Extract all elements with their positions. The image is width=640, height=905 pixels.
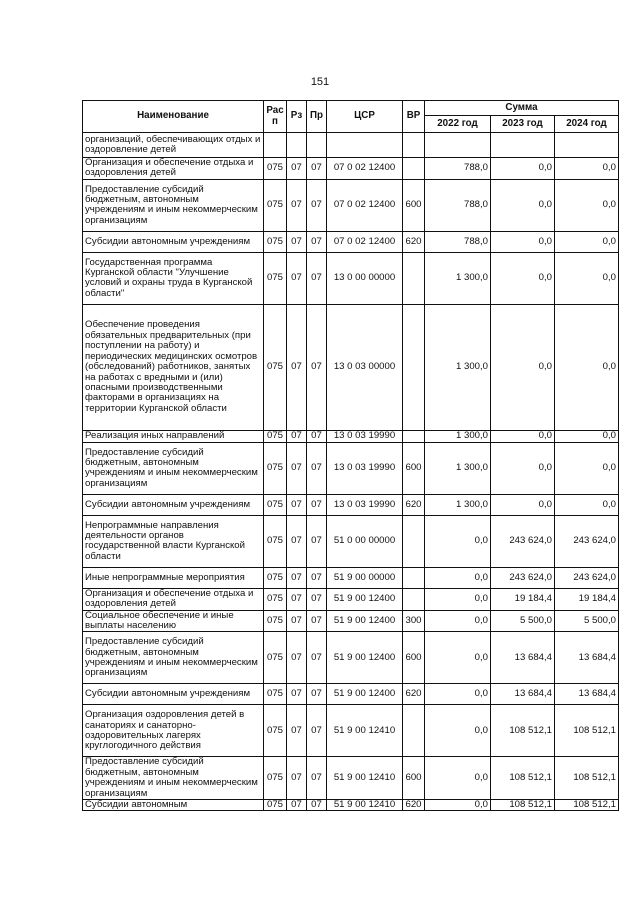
row-vr xyxy=(403,133,425,158)
row-ras: 075 xyxy=(264,304,287,430)
row-sum-2024: 0,0 xyxy=(555,252,619,304)
row-sum-2024: 13 684,4 xyxy=(555,684,619,705)
row-sum-2022 xyxy=(425,133,491,158)
row-name: Социальное обеспечение и иные выплаты населению xyxy=(83,610,264,632)
table-row xyxy=(83,567,619,588)
row-sum-2022: 0,0 xyxy=(425,588,491,610)
row-name: Обеспечение проведения обязательных предварительных (при поступлении на работу) и периодических медицинских осмотров (обследований) работников, занятых на работах с вредными и (или) опасными производственными факторами в организациях на территории Курганской области xyxy=(83,304,264,430)
row-sum-2022: 0,0 xyxy=(425,610,491,632)
row-rz: 07 xyxy=(287,610,307,632)
row-sum-2024: 0,0 xyxy=(555,442,619,494)
table-row xyxy=(83,610,619,632)
row-sum-2023: 13 684,4 xyxy=(491,632,555,684)
row-csr: 51 9 00 00000 xyxy=(327,567,403,588)
row-vr xyxy=(403,304,425,430)
row-sum-2023: 243 624,0 xyxy=(491,515,555,567)
row-ras: 075 xyxy=(264,800,287,811)
row-csr: 51 9 00 12410 xyxy=(327,800,403,811)
row-ras: 075 xyxy=(264,705,287,757)
row-sum-2022: 0,0 xyxy=(425,800,491,811)
row-sum-2023 xyxy=(491,133,555,158)
row-pr: 07 xyxy=(307,610,327,632)
row-sum-2023: 0,0 xyxy=(491,158,555,180)
table-row xyxy=(83,179,619,231)
row-ras: 075 xyxy=(264,588,287,610)
table-row xyxy=(83,515,619,567)
row-name: Непрограммные направления деятельности органов государственной власти Курганской области xyxy=(83,515,264,567)
row-ras: 075 xyxy=(264,231,287,252)
row-pr: 07 xyxy=(307,515,327,567)
row-sum-2024: 0,0 xyxy=(555,179,619,231)
row-sum-2024: 108 512,1 xyxy=(555,757,619,800)
row-name: Предоставление субсидий бюджетным, автономным учреждениям и иным некоммерческим организациям xyxy=(83,179,264,231)
row-ras: 075 xyxy=(264,567,287,588)
row-ras: 075 xyxy=(264,684,287,705)
row-sum-2022: 0,0 xyxy=(425,632,491,684)
page-number: 151 xyxy=(310,76,330,88)
row-csr: 13 0 03 19990 xyxy=(327,430,403,442)
row-name: Организация и обеспечение отдыха и оздоровления детей xyxy=(83,588,264,610)
row-csr: 13 0 03 00000 xyxy=(327,304,403,430)
row-csr: 07 0 02 12400 xyxy=(327,179,403,231)
row-csr: 51 9 00 12400 xyxy=(327,610,403,632)
row-sum-2023: 19 184,4 xyxy=(491,588,555,610)
row-sum-2022: 1 300,0 xyxy=(425,430,491,442)
row-ras: 075 xyxy=(264,515,287,567)
row-sum-2024: 0,0 xyxy=(555,430,619,442)
row-sum-2023: 0,0 xyxy=(491,252,555,304)
table-row xyxy=(83,442,619,494)
row-name: Предоставление субсидий бюджетным, автономным учреждениям и иным некоммерческим организациям xyxy=(83,442,264,494)
row-sum-2022: 788,0 xyxy=(425,231,491,252)
row-vr xyxy=(403,158,425,180)
row-rz: 07 xyxy=(287,567,307,588)
row-csr: 07 0 02 12400 xyxy=(327,231,403,252)
header-year-2022: 2022 год xyxy=(425,116,491,133)
row-sum-2024: 5 500,0 xyxy=(555,610,619,632)
row-name: Организация оздоровления детей в санаториях и санаторно-оздоровительных лагерях круглогодичного действия xyxy=(83,705,264,757)
row-sum-2023: 13 684,4 xyxy=(491,684,555,705)
row-sum-2023: 0,0 xyxy=(491,430,555,442)
header-vr: ВР xyxy=(403,101,425,133)
row-vr: 600 xyxy=(403,757,425,800)
row-sum-2022: 1 300,0 xyxy=(425,304,491,430)
row-sum-2022: 1 300,0 xyxy=(425,252,491,304)
row-sum-2023: 0,0 xyxy=(491,231,555,252)
row-sum-2022: 0,0 xyxy=(425,757,491,800)
row-vr: 600 xyxy=(403,632,425,684)
row-vr xyxy=(403,515,425,567)
row-name: Предоставление субсидий бюджетным, автономным учреждениям и иным некоммерческим организациям xyxy=(83,757,264,800)
row-pr xyxy=(307,133,327,158)
row-pr: 07 xyxy=(307,252,327,304)
row-sum-2023: 0,0 xyxy=(491,304,555,430)
row-ras: 075 xyxy=(264,632,287,684)
row-pr: 07 xyxy=(307,567,327,588)
row-rz: 07 xyxy=(287,304,307,430)
row-ras: 075 xyxy=(264,610,287,632)
header-ras: Рас п xyxy=(264,101,287,133)
table-row xyxy=(83,304,619,430)
row-sum-2023: 0,0 xyxy=(491,442,555,494)
table-body xyxy=(83,133,619,811)
row-name: Организация и обеспечение отдыха и оздоровления детей xyxy=(83,158,264,180)
header-year-2024: 2024 год xyxy=(555,116,619,133)
row-sum-2022: 0,0 xyxy=(425,567,491,588)
row-sum-2022: 0,0 xyxy=(425,515,491,567)
row-vr: 620 xyxy=(403,231,425,252)
row-csr xyxy=(327,133,403,158)
row-vr xyxy=(403,430,425,442)
row-ras: 075 xyxy=(264,179,287,231)
row-vr: 620 xyxy=(403,494,425,515)
row-name: Субсидии автономным учреждениям xyxy=(83,494,264,515)
table-row xyxy=(83,800,619,811)
row-vr xyxy=(403,705,425,757)
row-sum-2023: 5 500,0 xyxy=(491,610,555,632)
row-sum-2022: 788,0 xyxy=(425,179,491,231)
row-rz: 07 xyxy=(287,179,307,231)
table-row xyxy=(83,430,619,442)
row-ras: 075 xyxy=(264,430,287,442)
row-rz: 07 xyxy=(287,442,307,494)
table-row xyxy=(83,757,619,800)
table-header xyxy=(83,101,619,133)
table-row xyxy=(83,632,619,684)
row-sum-2024: 13 684,4 xyxy=(555,632,619,684)
row-rz: 07 xyxy=(287,430,307,442)
row-pr: 07 xyxy=(307,684,327,705)
row-name: организаций, обеспечивающих отдых и оздоровление детей xyxy=(83,133,264,158)
row-name: Реализация иных направлений xyxy=(83,430,264,442)
header-sum: Сумма xyxy=(425,101,619,116)
row-vr: 620 xyxy=(403,800,425,811)
row-csr: 51 9 00 12400 xyxy=(327,588,403,610)
row-csr: 07 0 02 12400 xyxy=(327,158,403,180)
row-csr: 13 0 03 19990 xyxy=(327,442,403,494)
row-sum-2024: 0,0 xyxy=(555,231,619,252)
row-sum-2023: 108 512,1 xyxy=(491,800,555,811)
row-pr: 07 xyxy=(307,800,327,811)
table-row xyxy=(83,684,619,705)
row-ras: 075 xyxy=(264,494,287,515)
row-pr: 07 xyxy=(307,757,327,800)
row-name: Государственная программа Курганской области "Улучшение условий и охраны труда в Курганской области" xyxy=(83,252,264,304)
row-csr: 13 0 03 19990 xyxy=(327,494,403,515)
row-sum-2024: 108 512,1 xyxy=(555,705,619,757)
table-row xyxy=(83,158,619,180)
row-rz: 07 xyxy=(287,515,307,567)
row-sum-2022: 0,0 xyxy=(425,705,491,757)
table-row xyxy=(83,133,619,158)
row-csr: 51 0 00 00000 xyxy=(327,515,403,567)
row-vr xyxy=(403,252,425,304)
row-sum-2024 xyxy=(555,133,619,158)
row-sum-2024: 0,0 xyxy=(555,304,619,430)
header-csr: ЦСР xyxy=(327,101,403,133)
budget-table xyxy=(82,100,619,811)
row-ras: 075 xyxy=(264,757,287,800)
row-rz: 07 xyxy=(287,684,307,705)
table-row xyxy=(83,588,619,610)
header-name: Наименование xyxy=(83,101,264,133)
row-sum-2024: 0,0 xyxy=(555,494,619,515)
row-rz: 07 xyxy=(287,705,307,757)
row-sum-2023: 108 512,1 xyxy=(491,705,555,757)
row-sum-2022: 0,0 xyxy=(425,684,491,705)
row-pr: 07 xyxy=(307,179,327,231)
row-name: Субсидии автономным xyxy=(83,800,264,811)
row-sum-2022: 788,0 xyxy=(425,158,491,180)
row-vr: 300 xyxy=(403,610,425,632)
row-vr xyxy=(403,567,425,588)
row-pr: 07 xyxy=(307,304,327,430)
row-sum-2022: 1 300,0 xyxy=(425,494,491,515)
row-csr: 51 9 00 12400 xyxy=(327,632,403,684)
header-year-2023: 2023 год xyxy=(491,116,555,133)
row-sum-2023: 108 512,1 xyxy=(491,757,555,800)
table-row xyxy=(83,231,619,252)
row-rz: 07 xyxy=(287,632,307,684)
row-rz: 07 xyxy=(287,588,307,610)
row-ras: 075 xyxy=(264,252,287,304)
table-row xyxy=(83,252,619,304)
row-sum-2024: 243 624,0 xyxy=(555,567,619,588)
row-name: Иные непрограммные мероприятия xyxy=(83,567,264,588)
row-csr: 13 0 00 00000 xyxy=(327,252,403,304)
row-pr: 07 xyxy=(307,442,327,494)
row-sum-2023: 0,0 xyxy=(491,179,555,231)
row-sum-2024: 19 184,4 xyxy=(555,588,619,610)
row-pr: 07 xyxy=(307,705,327,757)
row-pr: 07 xyxy=(307,632,327,684)
row-name: Предоставление субсидий бюджетным, автономным учреждениям и иным некоммерческим организациям xyxy=(83,632,264,684)
row-rz: 07 xyxy=(287,757,307,800)
table-row xyxy=(83,705,619,757)
row-sum-2024: 108 512,1 xyxy=(555,800,619,811)
table-row xyxy=(83,494,619,515)
header-rz: Рз xyxy=(287,101,307,133)
row-rz xyxy=(287,133,307,158)
row-ras: 075 xyxy=(264,158,287,180)
row-sum-2024: 0,0 xyxy=(555,158,619,180)
row-name: Субсидии автономным учреждениям xyxy=(83,231,264,252)
row-pr: 07 xyxy=(307,231,327,252)
row-sum-2023: 243 624,0 xyxy=(491,567,555,588)
row-sum-2024: 243 624,0 xyxy=(555,515,619,567)
row-sum-2022: 1 300,0 xyxy=(425,442,491,494)
row-vr xyxy=(403,588,425,610)
row-rz: 07 xyxy=(287,494,307,515)
row-name: Субсидии автономным учреждениям xyxy=(83,684,264,705)
row-pr: 07 xyxy=(307,588,327,610)
row-vr: 620 xyxy=(403,684,425,705)
row-pr: 07 xyxy=(307,430,327,442)
row-rz: 07 xyxy=(287,231,307,252)
row-sum-2023: 0,0 xyxy=(491,494,555,515)
row-csr: 51 9 00 12410 xyxy=(327,757,403,800)
row-csr: 51 9 00 12400 xyxy=(327,684,403,705)
row-pr: 07 xyxy=(307,158,327,180)
row-rz: 07 xyxy=(287,800,307,811)
row-rz: 07 xyxy=(287,158,307,180)
row-vr: 600 xyxy=(403,179,425,231)
row-ras: 075 xyxy=(264,442,287,494)
row-rz: 07 xyxy=(287,252,307,304)
row-ras xyxy=(264,133,287,158)
row-pr: 07 xyxy=(307,494,327,515)
header-pr: Пр xyxy=(307,101,327,133)
row-vr: 600 xyxy=(403,442,425,494)
row-csr: 51 9 00 12410 xyxy=(327,705,403,757)
